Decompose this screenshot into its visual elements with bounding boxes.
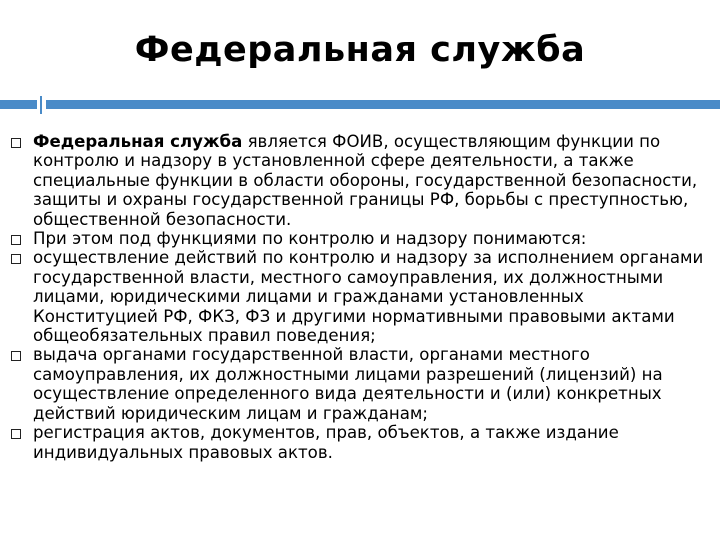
bullet-text: При этом под функциями по контролю и надзору понимаются: bbox=[33, 229, 587, 249]
bullet-text: является ФОИВ, осуществляющим функции по контролю и надзору в установленной сфере деятельности, а также специальные функции в области обороны, государственной безопасности, защиты и охраны государственной границы РФ, борьбы с преступностью, общественной безопасности. bbox=[33, 132, 698, 229]
square-bullet-icon bbox=[11, 351, 21, 361]
square-bullet-icon bbox=[11, 235, 21, 245]
bullet-text: регистрация актов, документов, прав, объектов, а также издание индивидуальных правовых актов. bbox=[33, 423, 619, 462]
list-item bbox=[11, 132, 713, 229]
list-item bbox=[11, 345, 713, 423]
bullet-text: выдача органами государственной власти, органами местного самоуправления, их должностными лицами разрешений (лицензий) на осуществление определенного вида деятельности и (или) конкретных действий юридическим лицам и гражданам; bbox=[33, 345, 663, 423]
accent-bar-left bbox=[0, 100, 37, 109]
list-item bbox=[11, 248, 713, 345]
list-item bbox=[11, 229, 713, 248]
slide-title: Федеральная служба bbox=[134, 30, 586, 70]
bullet-lead-text: Федеральная служба bbox=[33, 132, 243, 151]
square-bullet-icon bbox=[11, 429, 21, 439]
accent-bar-right bbox=[46, 100, 720, 109]
list-item bbox=[11, 423, 713, 462]
square-bullet-icon bbox=[11, 138, 21, 148]
bullet-text: осуществление действий по контролю и надзору за исполнением органами государственной власти, местного самоуправления, их должностными лицами, юридическими лицами и гражданами установленных Конституцией РФ, ФКЗ, ФЗ и другими нормативными правовыми актами общеобязательных правил поведения; bbox=[33, 248, 704, 346]
accent-bar-divider bbox=[40, 96, 42, 114]
square-bullet-icon bbox=[11, 254, 21, 264]
bullet-list bbox=[11, 132, 713, 462]
